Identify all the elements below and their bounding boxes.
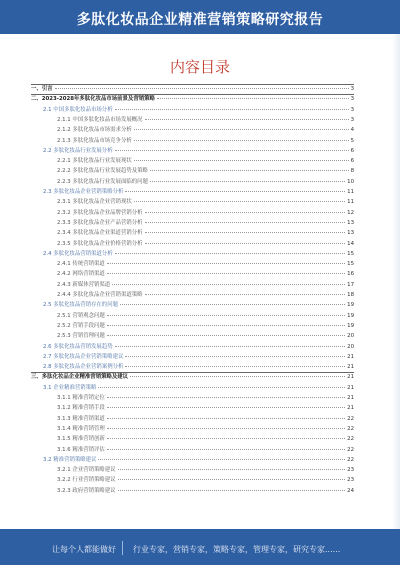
toc-leader-dots	[115, 109, 349, 110]
toc-entry-label: 2.4 多肽化妆品营销渠道分析	[43, 250, 113, 257]
toc-entry-page: 14	[347, 240, 354, 247]
toc-leader-dots	[107, 263, 345, 264]
toc-entry-label: 一、引言	[31, 86, 53, 92]
toc-entry-page: 19	[347, 322, 354, 329]
toc-entry-page: 22	[347, 415, 354, 422]
toc-entry[interactable]	[31, 446, 354, 454]
toc-leader-dots	[107, 335, 345, 336]
toc-leader-dots	[150, 170, 349, 171]
toc-entry[interactable]	[31, 157, 354, 165]
toc-entry-label: 2.7 多肽化妆品企业营销策略建议	[43, 353, 124, 360]
toc-entry-label: 2.2.2 多肽化妆品行业发展趋势及策略	[57, 168, 148, 175]
toc-entry-page: 21	[347, 395, 354, 401]
toc-entry[interactable]	[31, 116, 354, 124]
toc-entry-page: 8	[350, 168, 354, 175]
toc-entry-label: 2.3.5 多肽化妆品企业价格营销分析	[57, 240, 143, 247]
toc-entry[interactable]	[31, 332, 354, 340]
toc-entry[interactable]	[31, 178, 354, 186]
toc-entry[interactable]	[31, 343, 354, 351]
report-header-bar	[0, 0, 400, 34]
toc-entry-label: 3.1.1 精准营销定位	[57, 395, 105, 401]
toc-entry[interactable]	[31, 404, 354, 412]
toc-entry[interactable]	[31, 435, 354, 443]
toc-entry-label: 3.1.3 精准营销渠道	[57, 415, 105, 422]
page-edge-shadow	[392, 34, 400, 529]
toc-leader-dots	[118, 490, 346, 491]
toc-leader-dots	[150, 181, 345, 182]
toc-entry-page: 16	[347, 271, 354, 278]
toc-entry[interactable]	[31, 322, 354, 330]
toc-entry-page: 13	[347, 230, 354, 237]
toc-entry[interactable]	[31, 147, 354, 155]
toc-entry-label: 2.3.2 多肽化妆品企业品牌营销分析	[57, 209, 143, 216]
toc-leader-dots	[145, 222, 346, 223]
toc-leader-dots	[145, 294, 346, 295]
toc-leader-dots	[120, 304, 345, 305]
toc-entry-label: 2.1.1 中国多肽化妆品市场发展概况	[57, 116, 143, 123]
toc-entry-page: 21	[347, 364, 354, 371]
toc-entry[interactable]	[31, 229, 354, 237]
toc-entry-page: 13	[347, 219, 354, 226]
toc-leader-dots	[134, 129, 349, 130]
toc-entry[interactable]	[31, 312, 354, 320]
toc-leader-dots	[145, 119, 349, 120]
toc-entry[interactable]	[31, 260, 354, 268]
footer-slogan: 让每个人都能做好	[52, 545, 116, 554]
toc-entry-label: 2.5.1 营销观念问题	[57, 312, 105, 319]
toc-entry[interactable]	[31, 126, 354, 134]
toc-leader-dots	[107, 428, 345, 429]
toc-entry[interactable]	[31, 281, 354, 289]
toc-entry-label: 3.2.3 政府营销策略建议	[57, 487, 116, 494]
toc-entry-page: 18	[347, 292, 354, 298]
toc-entry[interactable]	[31, 466, 354, 474]
toc-entry-page: 21	[347, 384, 354, 391]
toc-entry-label: 3.1.4 精准营销管理	[57, 425, 105, 432]
toc-entry[interactable]	[31, 167, 354, 175]
toc-entry-label: 2.4.2 网络营销渠道	[57, 271, 105, 278]
toc-entry-label: 2.1.3 多肽化妆品市场竞争分析	[57, 137, 132, 144]
toc-entry-label: 3.1 企业精准营销策略	[43, 384, 97, 391]
toc-leader-dots	[98, 387, 345, 388]
toc-entry-page: 3	[350, 96, 354, 103]
toc-entry[interactable]	[31, 384, 354, 392]
toc-entry[interactable]	[31, 373, 354, 381]
toc-leader-dots	[125, 191, 345, 192]
toc-entry-label: 2.3.3 多肽化妆品企业产品营销分析	[57, 219, 143, 226]
toc-leader-dots	[118, 479, 346, 480]
toc-leader-dots	[134, 160, 349, 161]
toc-entry-page: 11	[347, 189, 354, 195]
toc-leader-dots	[107, 397, 345, 398]
toc-leader-dots	[107, 418, 345, 419]
toc-title: 内容目录	[169, 58, 230, 76]
toc-entry[interactable]	[31, 456, 354, 464]
toc-entry[interactable]	[31, 363, 354, 371]
toc-entry[interactable]	[31, 188, 354, 196]
toc-entry[interactable]	[31, 353, 354, 361]
toc-entry-page: 21	[347, 374, 354, 381]
toc-leader-dots	[107, 438, 345, 439]
toc-leader-dots	[107, 315, 345, 316]
toc-leader-dots	[145, 243, 346, 244]
footer-divider	[122, 541, 123, 555]
toc-leader-dots	[107, 325, 345, 326]
toc-entry[interactable]	[31, 250, 354, 258]
toc-leader-dots	[125, 366, 345, 367]
toc-entry[interactable]	[31, 291, 354, 299]
toc-entry-page: 17	[347, 281, 354, 288]
toc-leader-dots	[134, 140, 349, 141]
toc-entry-page: 10	[347, 178, 354, 185]
toc-entry[interactable]	[31, 240, 354, 248]
toc-entry-label: 二、2023-2028年多肽化妆品市场前景及营销策略	[31, 96, 155, 103]
toc-entry-label: 2.5.2 营销手段问题	[57, 322, 105, 329]
toc-entry-label: 3.1.5 精准营销创新	[57, 436, 105, 443]
toc-leader-dots	[115, 150, 349, 151]
toc-entry-label: 2.2.1 多肽化妆品行业发展现状	[57, 158, 132, 165]
toc-entry[interactable]	[31, 95, 354, 103]
toc-list	[31, 85, 354, 498]
toc-entry[interactable]	[31, 85, 354, 93]
toc-leader-dots	[130, 376, 345, 377]
toc-entry-page: 23	[347, 477, 354, 484]
toc-entry[interactable]	[31, 301, 354, 309]
toc-leader-dots	[112, 284, 345, 285]
toc-entry-page: 23	[347, 467, 354, 474]
toc-leader-dots	[107, 273, 345, 274]
toc-entry-page: 22	[347, 446, 354, 453]
toc-entry-page: 6	[350, 158, 354, 165]
toc-leader-dots	[115, 346, 346, 347]
toc-entry-label: 3.2.1 企业营销策略建议	[57, 467, 116, 474]
toc-entry-label: 3.1.6 精准营销评估	[57, 446, 105, 453]
toc-entry-page: 24	[347, 487, 354, 494]
toc-entry-page: 5	[350, 137, 354, 144]
toc-leader-dots	[145, 212, 346, 213]
toc-leader-dots	[157, 98, 349, 99]
toc-entry[interactable]	[31, 209, 354, 217]
toc-leader-dots	[134, 201, 345, 202]
toc-entry[interactable]	[31, 270, 354, 278]
toc-entry[interactable]	[31, 219, 354, 227]
toc-entry-label: 2.5 多肽化妆品营销存在的问题	[43, 302, 118, 309]
toc-entry-page: 21	[347, 353, 354, 360]
toc-entry-label: 3.2.2 行业营销策略建议	[57, 477, 116, 484]
toc-leader-dots	[118, 469, 346, 470]
toc-entry-page: 20	[347, 343, 354, 350]
toc-entry-label: 2.3.1 多肽化妆品企业营销现状	[57, 199, 132, 206]
toc-leader-dots	[145, 232, 346, 233]
report-title: 多肽化妆品企业精准营销策略研究报告	[76, 12, 324, 28]
footer-bar	[0, 529, 400, 565]
toc-entry-label: 2.1 中国多肽化妆品市场分析	[43, 106, 113, 113]
toc-entry-label: 2.2 多肽化妆品行业发展分析	[43, 147, 113, 154]
toc-entry-page: 3	[350, 86, 354, 92]
toc-entry-page: 6	[350, 147, 354, 154]
toc-entry-label: 2.5.3 营销管理问题	[57, 333, 105, 340]
toc-entry[interactable]	[31, 394, 354, 402]
toc-entry-page: 19	[347, 312, 354, 319]
toc-entry[interactable]	[31, 137, 354, 145]
toc-entry-page: 3	[350, 106, 354, 113]
toc-entry-page: 4	[350, 127, 354, 134]
toc-entry[interactable]	[31, 198, 354, 206]
toc-entry-label: 2.3 多肽化妆品企业营销策略分析	[43, 189, 124, 195]
toc-entry-label: 2.4.1 传统营销渠道	[57, 261, 105, 268]
toc-entry-page: 3	[350, 116, 354, 123]
toc-entry-page: 22	[347, 436, 354, 443]
toc-entry-label: 2.6 多肽化妆品营销发展趋势	[43, 343, 113, 350]
toc-leader-dots	[115, 253, 346, 254]
toc-entry[interactable]	[31, 106, 354, 114]
toc-leader-dots	[98, 459, 345, 460]
toc-entry-label: 2.4.3 新媒体营销渠道	[57, 281, 111, 288]
toc-entry-page: 22	[347, 425, 354, 432]
toc-entry-label: 2.2.3 多肽化妆品行业发展面临的问题	[57, 178, 148, 185]
toc-entry-label: 2.3.4 多肽化妆品企业渠道营销分析	[57, 230, 143, 237]
footer-tagline: 行业专家，营销专家，策略专家，管理专家，研究专家......	[133, 545, 341, 554]
toc-entry-page: 11	[347, 199, 354, 206]
toc-entry-label: 2.1.2 多肽化妆品市场需求分析	[57, 127, 132, 134]
toc-entry[interactable]	[31, 415, 354, 423]
toc-entry-page: 15	[347, 261, 354, 268]
toc-entry-page: 15	[347, 250, 354, 257]
toc-entry-label: 三、多肽化妆品企业精准营销策略及建议	[31, 374, 129, 381]
toc-entry-label: 3.1.2 精准营销手段	[57, 405, 105, 412]
toc-entry-label: 2.4.4 多肽化妆品企业营销渠道策略	[57, 292, 143, 298]
toc-leader-dots	[107, 407, 345, 408]
toc-entry-page: 22	[347, 456, 354, 463]
toc-entry-label: 3.2 精准营销策略建议	[43, 456, 97, 463]
toc-entry[interactable]	[31, 425, 354, 433]
toc-entry-page: 21	[347, 405, 354, 412]
toc-entry-label: 2.8 多肽化妆品企业营销案例分析	[43, 364, 124, 371]
toc-leader-dots	[107, 449, 345, 450]
toc-entry-page: 19	[347, 302, 354, 309]
toc-entry[interactable]	[31, 487, 354, 495]
toc-entry-page: 12	[347, 209, 354, 216]
toc-entry[interactable]	[31, 476, 354, 484]
toc-leader-dots	[125, 356, 345, 357]
toc-leader-dots	[55, 88, 349, 89]
toc-entry-page: 20	[347, 333, 354, 340]
